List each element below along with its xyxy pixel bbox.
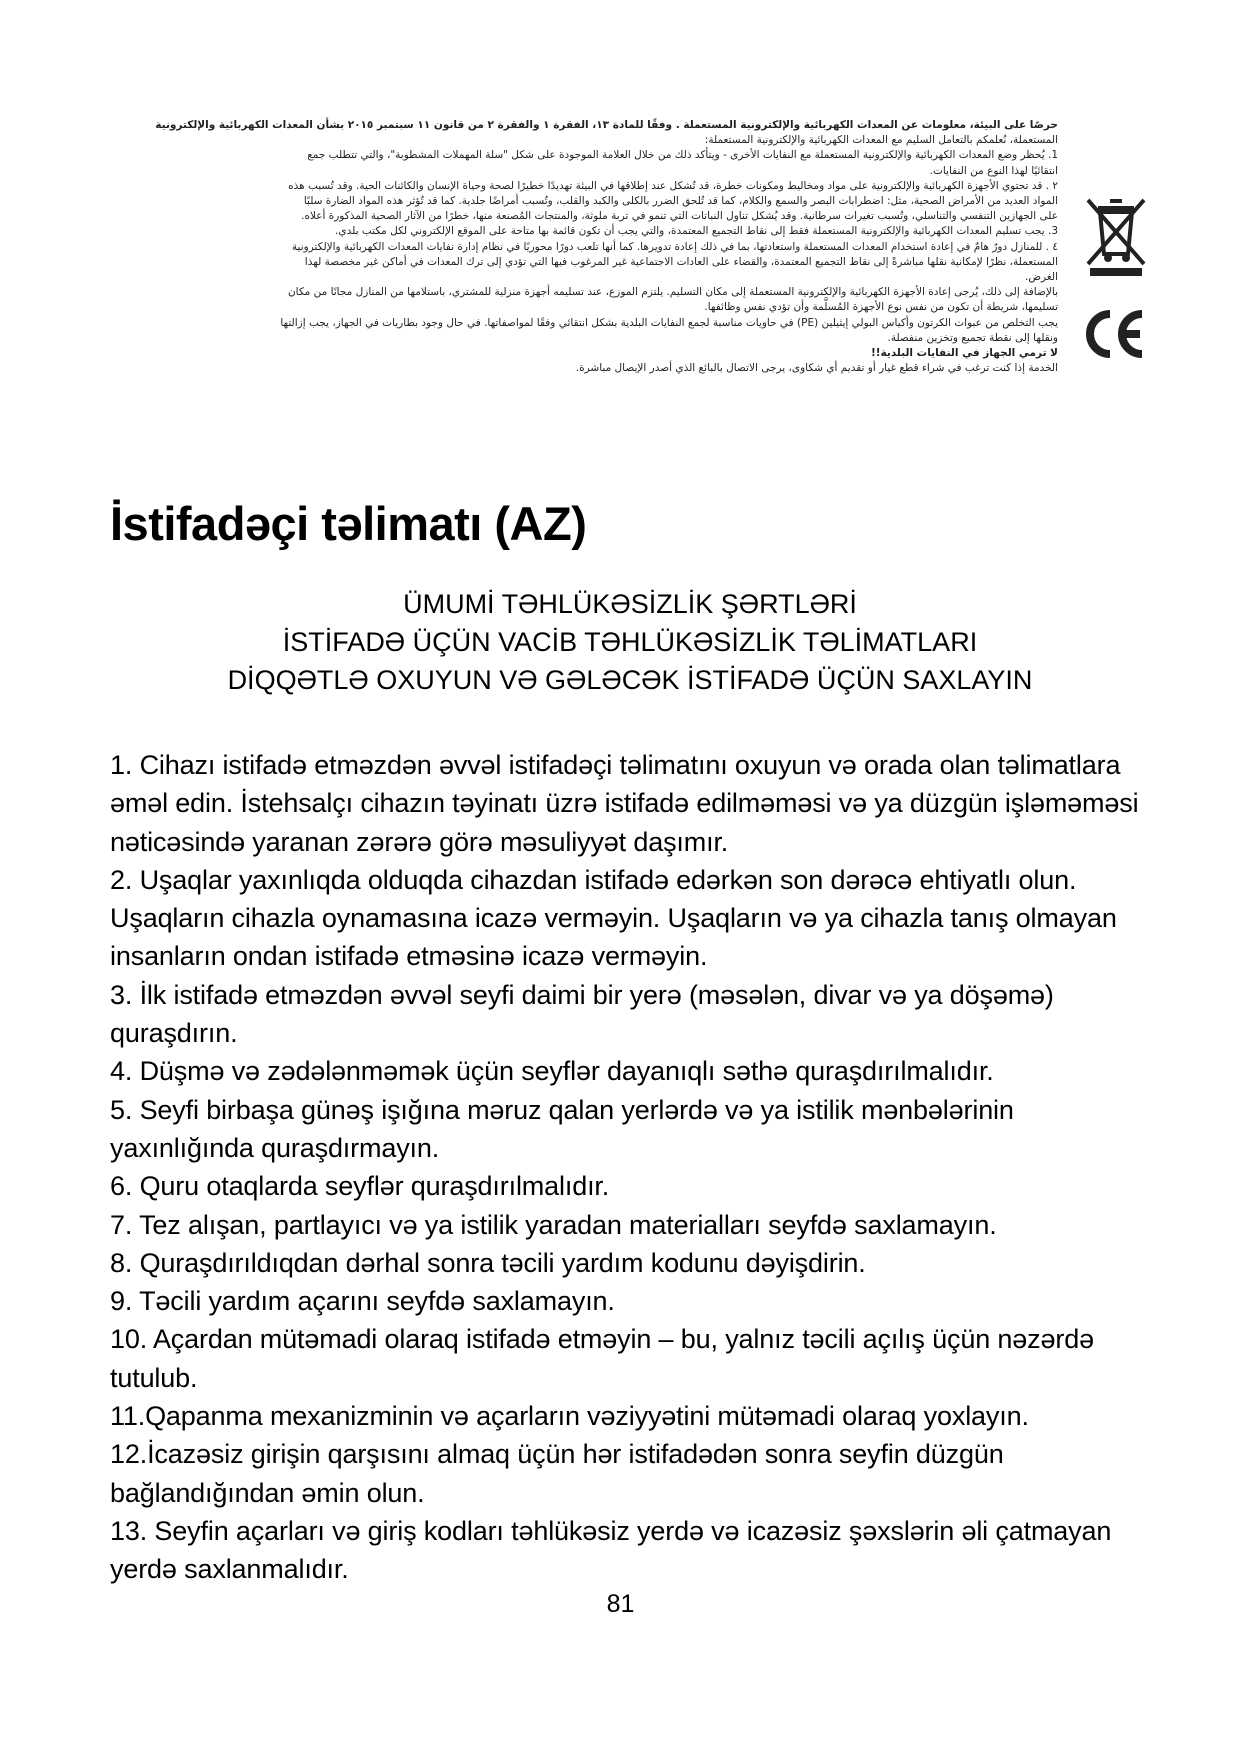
instruction-list (110, 746, 1160, 1589)
instruction-item: 3. İlk istifadə etməzdən əvvəl seyfi daimi bir yerə (məsələn, divar və ya döşəmə) quraşdırın. (110, 979, 1054, 1049)
safety-headings (110, 585, 1150, 699)
arabic-line: ٤ . للمنازل دورٌ هامٌ في إعادة استخدام المعدات المستعملة واستعادتها، بما في ذلك إعادة تدويرها. كما أنها تلعب دورًا محوريًا في نظام إدارة نفايات المعدات الكهربائية والإلكترونية (291, 240, 1058, 253)
arabic-line: ونقلها إلى نقطة تجميع وتخزين منفصلة. (887, 331, 1058, 344)
crossed-out-wheelie-bin-icon (1084, 196, 1148, 278)
arabic-line: حرصًا على البيئة، معلومات عن المعدات الكهربائية والإلكترونية المستعملة . وفقًا للمادة ١٣، الفقرة ١ والفقرة ٢ من قانون ١١ سبتمبر ٢٠١٥ بشأن المعدات الكهربائية والإلكترونية (155, 119, 1058, 131)
arabic-line: المستعملة، نُعلمكم بالتعامل السليم مع المعدات الكهربائية والإلكترونية المستعملة: (704, 134, 1058, 147)
instruction-item: 9. Təcili yardım açarını seyfdə saxlamayın. (110, 1286, 615, 1317)
arabic-line: لا ترمي الجهاز في النفايات البلدية!! (870, 347, 1058, 360)
arabic-line: يجب التخلص من عبوات الكرتون وأكياس البولي إيثيلين (PE) في حاويات مناسبة لجمع النفايات البلدية بشكل انتقائي وفقًا لمواصفاتها. في حال وجود بطاريات في الجهاز، يجب إزالتها (280, 316, 1058, 329)
instruction-item: 6. Quru otaqlarda seyflər quraşdırılmalıdır. (110, 1171, 610, 1202)
arabic-line: المستعملة، نظرًا لإمكانية نقلها مباشرةً إلى نقاط التجميع المعتمدة، والقضاء على العادات الاجتماعية غير المرغوب فيها التي تؤدي إلى ترك المعدات في أماكن غير مخصصة لهذا (304, 255, 1058, 268)
instruction-item: 2. Uşaqlar yaxınlıqda olduqda cihazdan istifadə edərkən son dərəcə ehtiyatlı olun. Uşaqların cihazla oynamasına icazə verməyin. Uşaqların və ya cihazla tanış olmayan insanların ondan istifadə etməsinə icazə verməyin. (110, 864, 1117, 972)
ce-mark-icon (1080, 308, 1148, 360)
arabic-line: الغرض. (1024, 271, 1058, 284)
instruction-item: 11.Qapanma mexanizminin və açarların vəziyyətini mütəmadi olaraq yoxlayın. (110, 1401, 1029, 1432)
instruction-item: 10. Açardan mütəmadi olaraq istifadə etməyin – bu, yalnız təcili açılış üçün nəzərdə tutulub. (110, 1324, 1094, 1393)
arabic-line: على الجهازين التنفسي والتناسلي، وتُسبب تغيرات سرطانية. وقد يُشكل تناول النباتات التي تنمو في تربة ملوثة، والمنتجات المُصنعة منها، خطرًا من الآثار الصحية المذكورة أعلاه. (301, 210, 1058, 223)
arabic-line: المواد العديد من الأمراض الصحية، مثل: اضطرابات البصر والسمع والكلام، كما قد تُلحق الضرر بالكلى والكبد والقلب، وتُسبب أمراضًا جلدية. كما قد تُؤثر هذه المواد الضارة سلبًا (303, 195, 1058, 208)
heading-line: İSTİFADƏ ÜÇÜN VACİB TƏHLÜKƏSİZLİK TƏLİMATLARI (282, 627, 978, 657)
arabic-line: الخدمة إذا كنت ترغب في شراء قطع غيار أو تقديم أي شكاوى، يرجى الاتصال بالبائع الذي أصدر الإيصال مباشرة. (575, 362, 1058, 375)
heading-line: DİQQƏTLƏ OXUYUN VƏ GƏLƏCƏK İSTİFADƏ ÜÇÜN SAXLAYIN (227, 665, 1033, 695)
arabic-weee-notice (110, 118, 1058, 376)
arabic-line: ٢ . قد تحتوي الأجهزة الكهربائية والإلكترونية على مواد ومخاليط ومكونات خطرة، قد تُشكل عند إطلاقها في البيئة تهديدًا خطيرًا لصحة وحياة الإنسان والكائنات الحية. وقد تُسبب هذه (288, 179, 1058, 192)
arabic-line: انتقائيًا لهذا النوع من النفايات. (929, 164, 1058, 177)
instruction-item: 8. Quraşdırıldıqdan dərhal sonra təcili yardım kodunu dəyişdirin. (110, 1247, 866, 1278)
page-title: İstifadəçi təlimatı (AZ) (110, 497, 587, 550)
heading-line: ÜMUMİ TƏHLÜKƏSİZLİK ŞƏRTLƏRİ (403, 589, 857, 619)
instruction-item: 1. Cihazı istifadə etməzdən əvvəl istifadəçi təlimatını oxuyun və orada olan təlimatlara əməl edin. İstehsalçı cihazın təyinatı üzrə istifadə edilməməsi və ya düzgün işləməməsi nəticəsində yaranan zərərə görə məsuliyyət daşımır. (110, 750, 1139, 857)
page-number: 81 (606, 1590, 635, 1618)
instruction-item: 7. Tez alışan, partlayıcı və ya istilik yaradan materialları seyfdə saxlamayın. (110, 1209, 997, 1240)
instruction-item: 5. Seyfi birbaşa günəş işığına məruz qalan yerlərdə və ya istilik mənbələrinin yaxınlığında quraşdırmayın. (110, 1094, 1014, 1163)
arabic-line: 3. يجب تسليم المعدات الكهربائية والإلكترونية المستعملة فقط إلى نقاط التجميع المعتمدة، والتي يجب أن تكون قائمة بها متاحة على الموقع الإلكتروني لكل مكتب بلدي. (335, 225, 1058, 238)
instruction-item: 13. Seyfin açarları və giriş kodları təhlükəsiz yerdə və icazəsiz şəxslərin əli çatmayan yerdə saxlanmalıdır. (110, 1515, 1112, 1585)
instruction-item: 12.İcazəsiz girişin qarşısını almaq üçün hər istifadədən sonra seyfin düzgün bağlandığından əmin olun. (110, 1439, 1004, 1508)
arabic-line: تسليمها، شريطة أن تكون من نفس نوع الأجهزة المُسلَّمة وأن تؤدي نفس وظائفها. (704, 301, 1058, 314)
arabic-line: بالإضافة إلى ذلك، يُرجى إعادة الأجهزة الكهربائية والإلكترونية المستعملة إلى مكان التسليم. يلتزم الموزع، عند تسليمه أجهزة منزلية للمشتري، باستلامها من المنازل مجانًا من مكان (287, 286, 1058, 299)
arabic-line: 1. يُحظر وضع المعدات الكهربائية والإلكترونية المستعملة مع النفايات الأخرى - ويتأكد ذلك من خلال العلامة الموجودة على شكل "سلة المهملات المشطوبة"، والتي تتطلب جمع (307, 149, 1058, 162)
instruction-item: 4. Düşmə və zədələnməmək üçün seyflər dayanıqlı səthə quraşdırılmalıdır. (110, 1056, 994, 1087)
